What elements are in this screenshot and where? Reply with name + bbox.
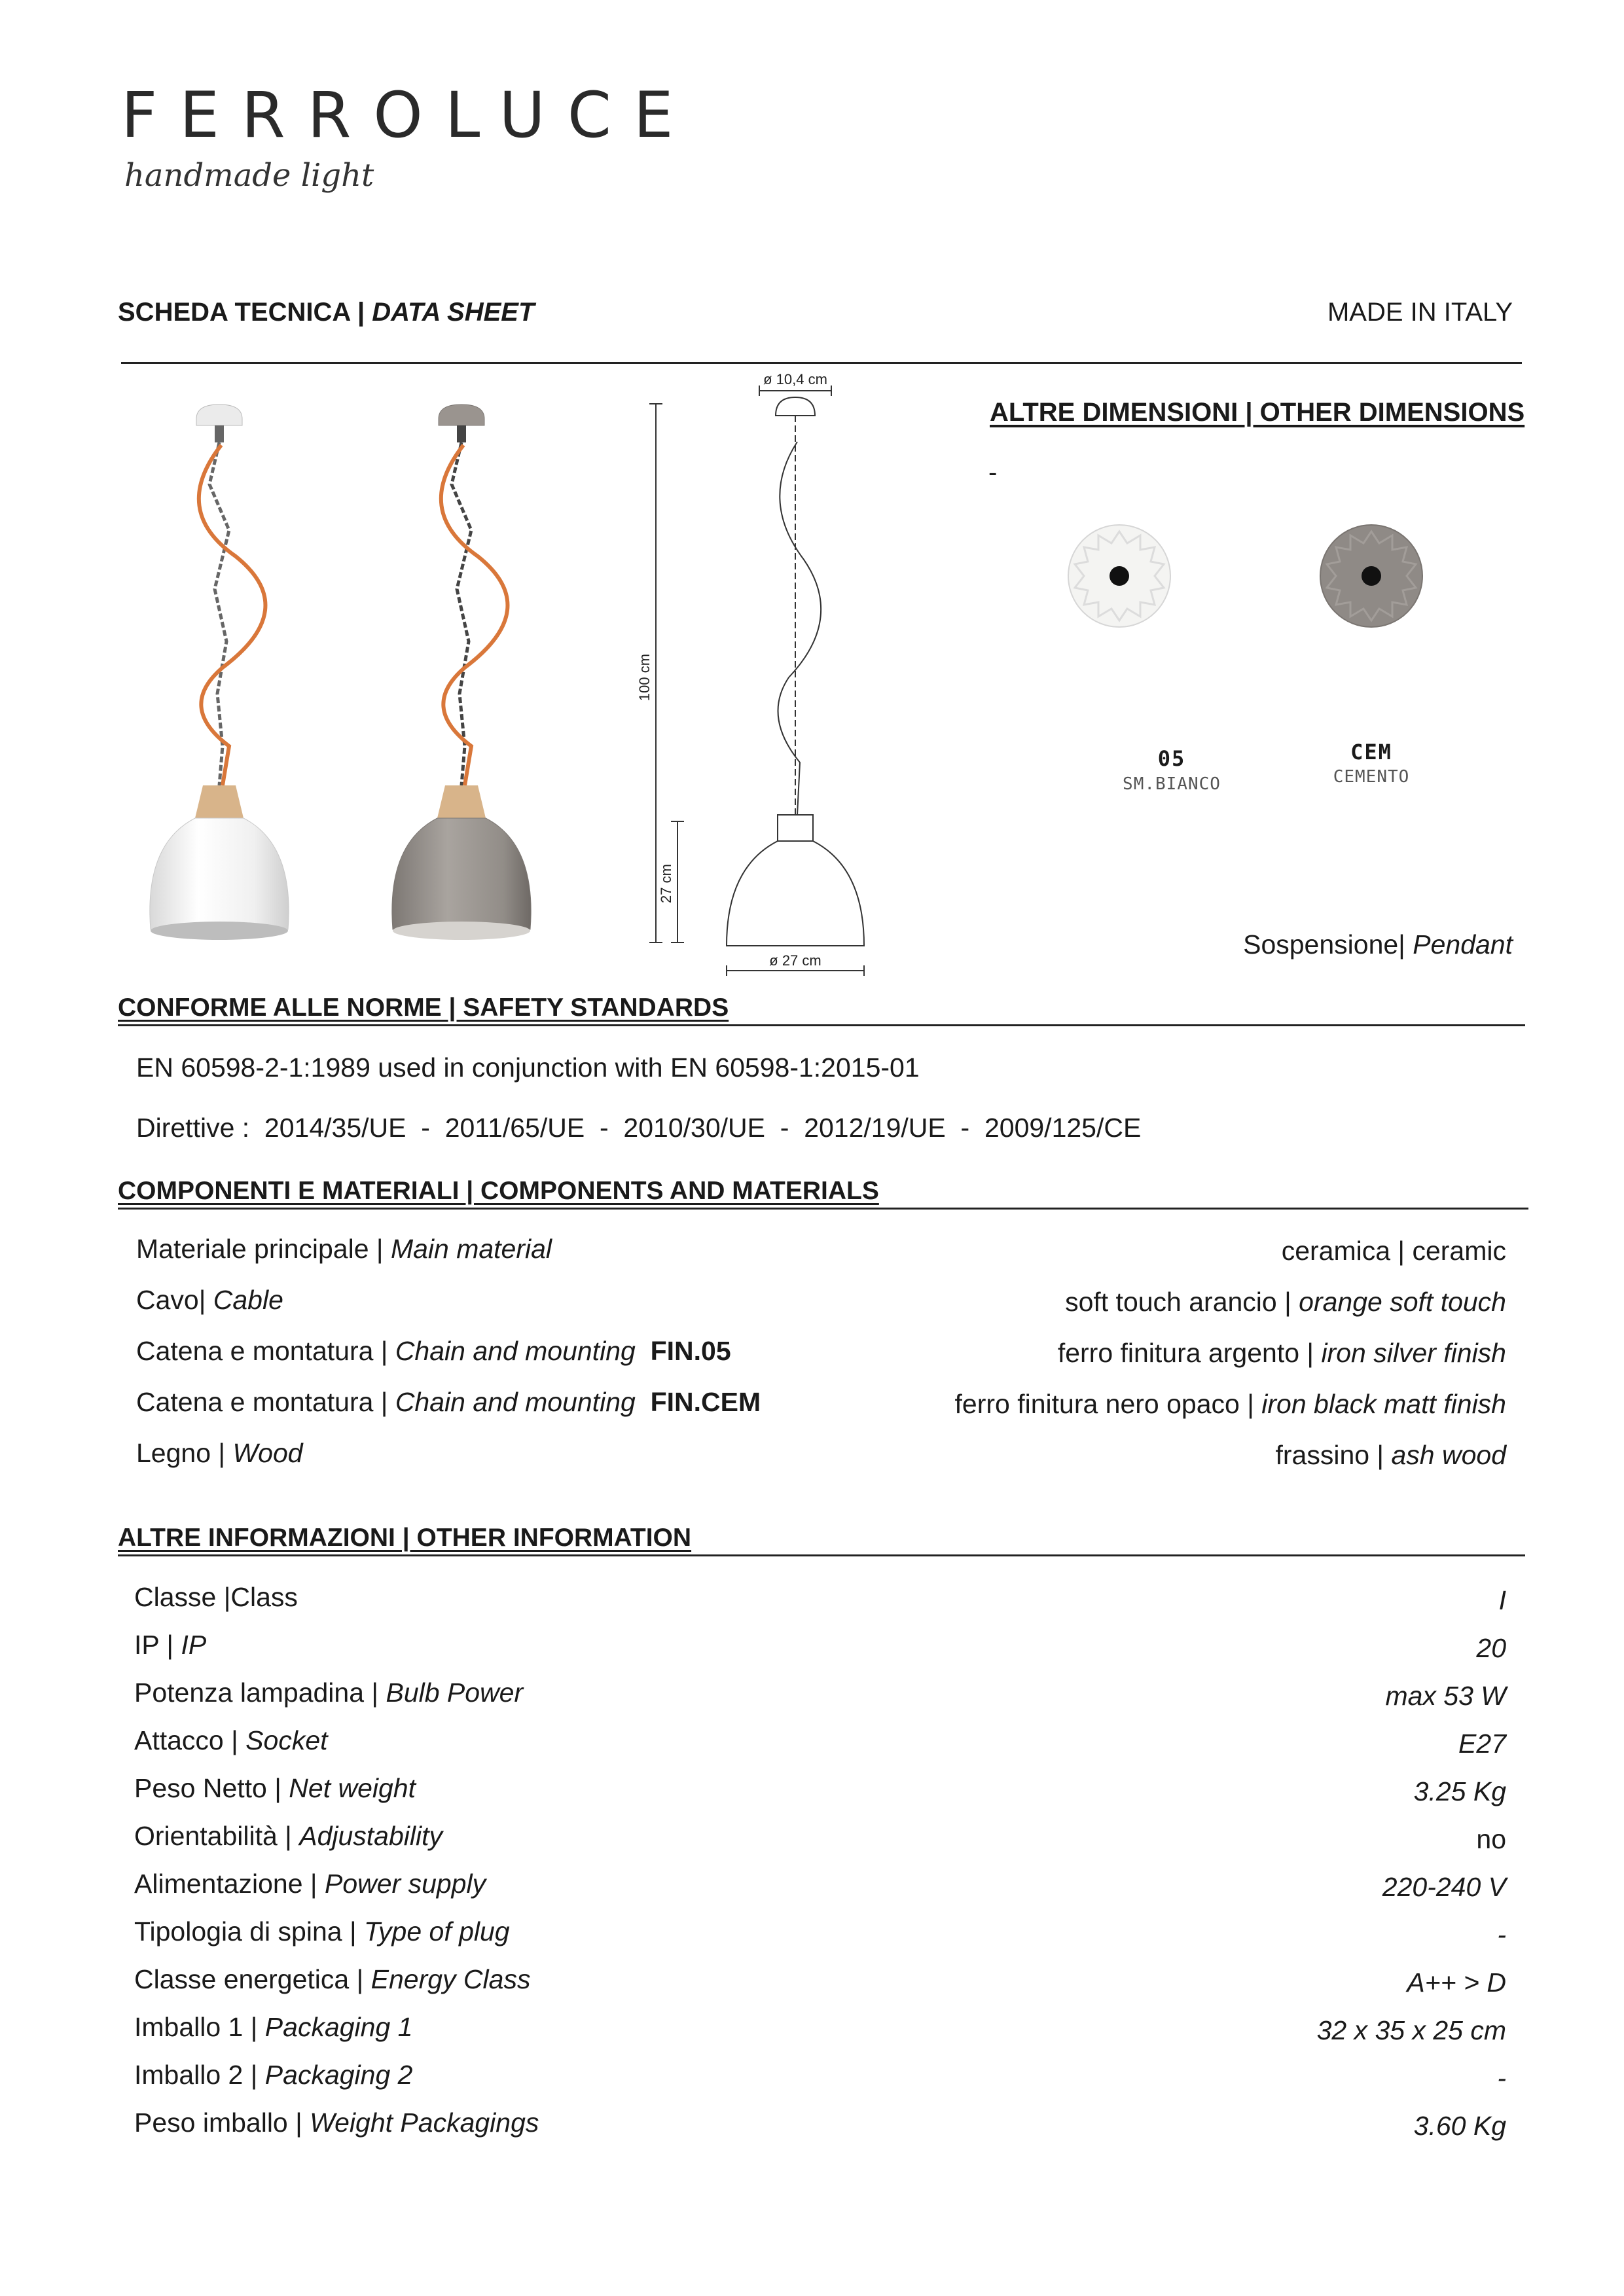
info-label [134, 1582, 298, 1613]
component-value-it: frassino | [1275, 1440, 1392, 1470]
components-divider [118, 1208, 1528, 1210]
product-type [1243, 929, 1513, 960]
component-finish-code: FIN.CEM [650, 1387, 761, 1417]
info-label-en: Energy Class [370, 1964, 531, 1994]
swatch-cement-code: CEM [1350, 740, 1392, 764]
component-label [136, 1234, 552, 1265]
component-value-en: ash wood [1391, 1440, 1506, 1470]
info-label-it: Attacco | [134, 1725, 246, 1755]
info-title: ALTRE INFORMAZIONI | OTHER INFORMATION [118, 1524, 692, 1552]
info-divider [118, 1554, 1525, 1556]
white-lamp-photo [150, 404, 289, 940]
product-photos [131, 393, 648, 969]
info-value: A++ > D [1407, 1967, 1506, 1998]
info-value: 3.60 Kg [1413, 2111, 1506, 2141]
info-label [134, 1725, 328, 1756]
info-label-it: Potenza lampadina | [134, 1677, 386, 1708]
info-label-it: Orientabilità | [134, 1821, 300, 1851]
info-value: 20 [1476, 1633, 1506, 1663]
header-divider [121, 362, 1522, 364]
component-value-it: soft touch arancio | [1065, 1287, 1299, 1317]
info-label-it: Tipologia di spina | [134, 1916, 365, 1946]
component-value-en: orange soft touch [1299, 1287, 1506, 1317]
info-label-en: Bulb Power [386, 1677, 524, 1708]
component-label [136, 1285, 283, 1316]
component-label-en: Cable [213, 1285, 283, 1315]
component-value [1065, 1287, 1506, 1318]
info-label [134, 1869, 486, 1899]
info-label [134, 1630, 206, 1660]
component-value-en: iron black matt finish [1261, 1389, 1506, 1419]
info-value: 32 x 35 x 25 cm [1316, 2015, 1506, 2045]
component-label-it: Cavo| [136, 1285, 213, 1315]
component-label [136, 1336, 731, 1367]
component-value [1282, 1236, 1506, 1266]
component-value-en: iron silver finish [1321, 1338, 1506, 1368]
component-label-it: Catena e montatura | [136, 1387, 395, 1417]
swatch-white-name: SM.BIANCO [1123, 774, 1221, 794]
component-label-it: Catena e montatura | [136, 1336, 395, 1366]
swatch-cement-name: CEMENTO [1333, 767, 1410, 787]
component-label-en: Chain and mounting [395, 1336, 636, 1366]
info-label-it: Classe |Class [134, 1582, 298, 1612]
component-label-en: Main material [390, 1234, 552, 1264]
component-value [1058, 1338, 1506, 1369]
info-label-it: Alimentazione | [134, 1869, 325, 1899]
info-value: 220-240 V [1382, 1872, 1506, 1902]
component-label-it: Legno | [136, 1438, 233, 1468]
dim-top-diameter: ø 10,4 cm [763, 371, 827, 387]
info-label [134, 1677, 523, 1708]
info-label [134, 2108, 539, 2138]
product-type-it: Sospensione| [1243, 929, 1405, 960]
info-label-en: Weight Packagings [310, 2108, 539, 2138]
info-label-en: IP [181, 1630, 207, 1660]
sheet-title: SCHEDA TECNICA | DATA SHEET [118, 298, 535, 327]
info-label-it: Imballo 1 | [134, 2012, 265, 2042]
info-label-en: Net weight [289, 1773, 416, 1803]
dim-shade-height: 27 cm [658, 864, 674, 903]
info-label-it: IP | [134, 1630, 181, 1660]
info-label-it: Peso Netto | [134, 1773, 289, 1803]
info-value: no [1476, 1824, 1506, 1854]
component-value [955, 1389, 1506, 1420]
product-type-en: Pendant [1413, 929, 1513, 960]
info-value: - [1497, 1920, 1506, 1950]
sheet-title-it: SCHEDA TECNICA [118, 298, 350, 327]
standards-norm: EN 60598-2-1:1989 used in conjunction with EN 60598-1:2015-01 [136, 1052, 920, 1083]
info-label-en: Packaging 2 [264, 2060, 413, 2090]
info-label-en: Packaging 1 [264, 2012, 413, 2042]
standards-divider [118, 1024, 1525, 1026]
brand-logo: FERROLUCE [121, 79, 696, 152]
info-label-en: Type of plug [364, 1916, 510, 1946]
component-label [136, 1387, 761, 1418]
info-label-en: Adjustability [299, 1821, 442, 1851]
swatch-white [1067, 524, 1172, 628]
other-dimensions-title: ALTRE DIMENSIONI | OTHER DIMENSIONS [990, 398, 1525, 427]
standards-directives: Direttive : 2014/35/UE - 2011/65/UE - 2010/30/UE - 2012/19/UE - 2009/125/CE [136, 1113, 1142, 1143]
component-label-en: Wood [232, 1438, 303, 1468]
component-value-it: ferro finitura nero opaco | [954, 1389, 1262, 1419]
info-value: I [1498, 1585, 1506, 1615]
info-value: 3.25 Kg [1413, 1776, 1506, 1806]
info-label [134, 1964, 530, 1995]
info-label-it: Imballo 2 | [134, 2060, 265, 2090]
component-value [1275, 1440, 1506, 1471]
info-value: - [1497, 2063, 1506, 2093]
component-value-it: ferro finitura argento | [1057, 1338, 1322, 1368]
info-value: max 53 W [1385, 1681, 1506, 1711]
info-label [134, 1773, 416, 1804]
component-label [136, 1438, 303, 1469]
swatch-white-code: 05 [1157, 746, 1186, 771]
cement-lamp-photo [392, 404, 531, 940]
component-label-en: Chain and mounting [395, 1387, 636, 1417]
dim-shade-diameter: ø 27 cm [769, 952, 821, 969]
brand-tagline: handmade light [124, 157, 374, 194]
swatch-cement [1319, 524, 1424, 628]
info-label [134, 2012, 412, 2043]
component-value-it: ceramica | ceramic [1281, 1236, 1506, 1266]
info-label [134, 1821, 442, 1852]
technical-drawing [628, 370, 910, 982]
info-label [134, 2060, 412, 2090]
info-label-en: Power supply [324, 1869, 486, 1899]
info-label [134, 1916, 510, 1947]
info-label-it: Classe energetica | [134, 1964, 371, 1994]
standards-title: CONFORME ALLE NORME | SAFETY STANDARDS [118, 994, 729, 1022]
info-label-en: Socket [245, 1725, 328, 1755]
info-value: E27 [1458, 1729, 1506, 1759]
component-label-it: Materiale principale | [136, 1234, 391, 1264]
info-label-it: Peso imballo | [134, 2108, 310, 2138]
sheet-title-en: DATA SHEET [372, 298, 535, 327]
made-in-label: MADE IN ITALY [1327, 298, 1513, 327]
other-dimensions-value: - [988, 458, 998, 487]
component-finish-code: FIN.05 [650, 1336, 731, 1366]
components-title: COMPONENTI E MATERIALI | COMPONENTS AND MATERIALS [118, 1177, 879, 1205]
dim-total-height: 100 cm [636, 653, 653, 702]
